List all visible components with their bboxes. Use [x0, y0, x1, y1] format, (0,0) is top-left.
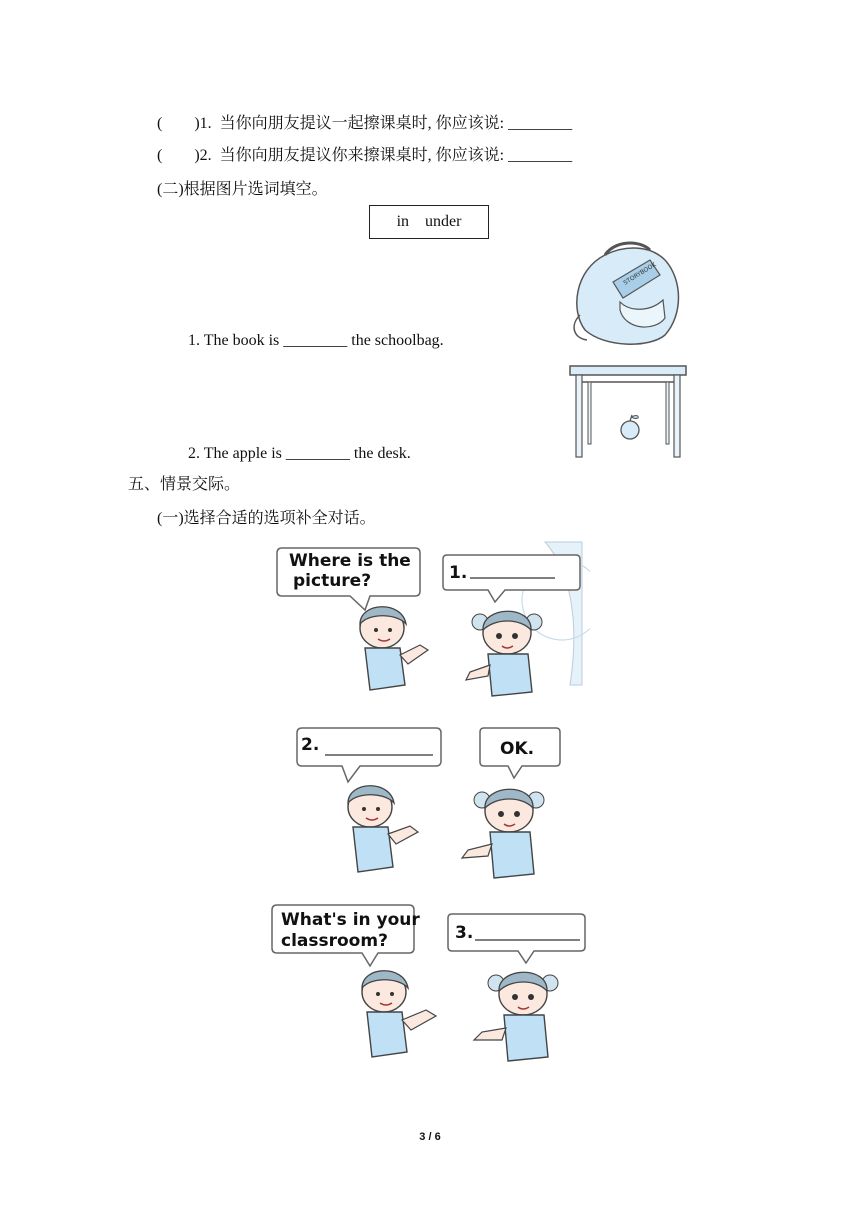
apple-icon: [621, 415, 639, 439]
dialog-1-boy-bubble-line1: Where is the: [289, 551, 411, 571]
dialog-2-boy-bubble: 2.: [301, 735, 320, 755]
dialog-2-girl-bubble: OK.: [500, 739, 535, 759]
boy-figure-3: [362, 971, 436, 1057]
fill-item-1: 1. The book is ________ the schoolbag.: [188, 332, 444, 349]
section5-part1-heading: (一)选择合适的选项补全对话。: [157, 510, 376, 527]
boy-figure-2: [348, 786, 418, 872]
girl-figure-3: [474, 972, 558, 1061]
dialog-1-boy-bubble-line2: picture?: [293, 571, 372, 591]
question-2: ( )2. 当你向朋友提议你来擦课桌时, 你应该说: ________: [157, 147, 573, 164]
boy-figure-1: [360, 607, 428, 690]
dialog-3-boy-bubble-line1: What's in your: [281, 910, 420, 930]
word-box: in under: [369, 205, 489, 239]
storybook-label: STORYBOOK: [622, 261, 658, 287]
dialog-1-girl-bubble: 1.: [449, 563, 468, 583]
schoolbag-illustration: [565, 240, 690, 350]
girl-figure-1: [466, 611, 542, 696]
fill-item-2: 2. The apple is ________ the desk.: [188, 445, 411, 462]
page-number: 3 / 6: [419, 1131, 441, 1143]
section5-heading: 五、情景交际。: [128, 476, 241, 493]
question-1: ( )1. 当你向朋友提议一起擦课桌时, 你应该说: ________: [157, 115, 573, 132]
dialog-3-girl-bubble: 3.: [455, 923, 474, 943]
girl-figure-2: [462, 789, 544, 878]
dialog-3-boy-bubble-line2: classroom?: [281, 931, 388, 951]
part2-heading: (二)根据图片选词填空。: [157, 181, 328, 198]
desk-illustration: [568, 360, 690, 460]
